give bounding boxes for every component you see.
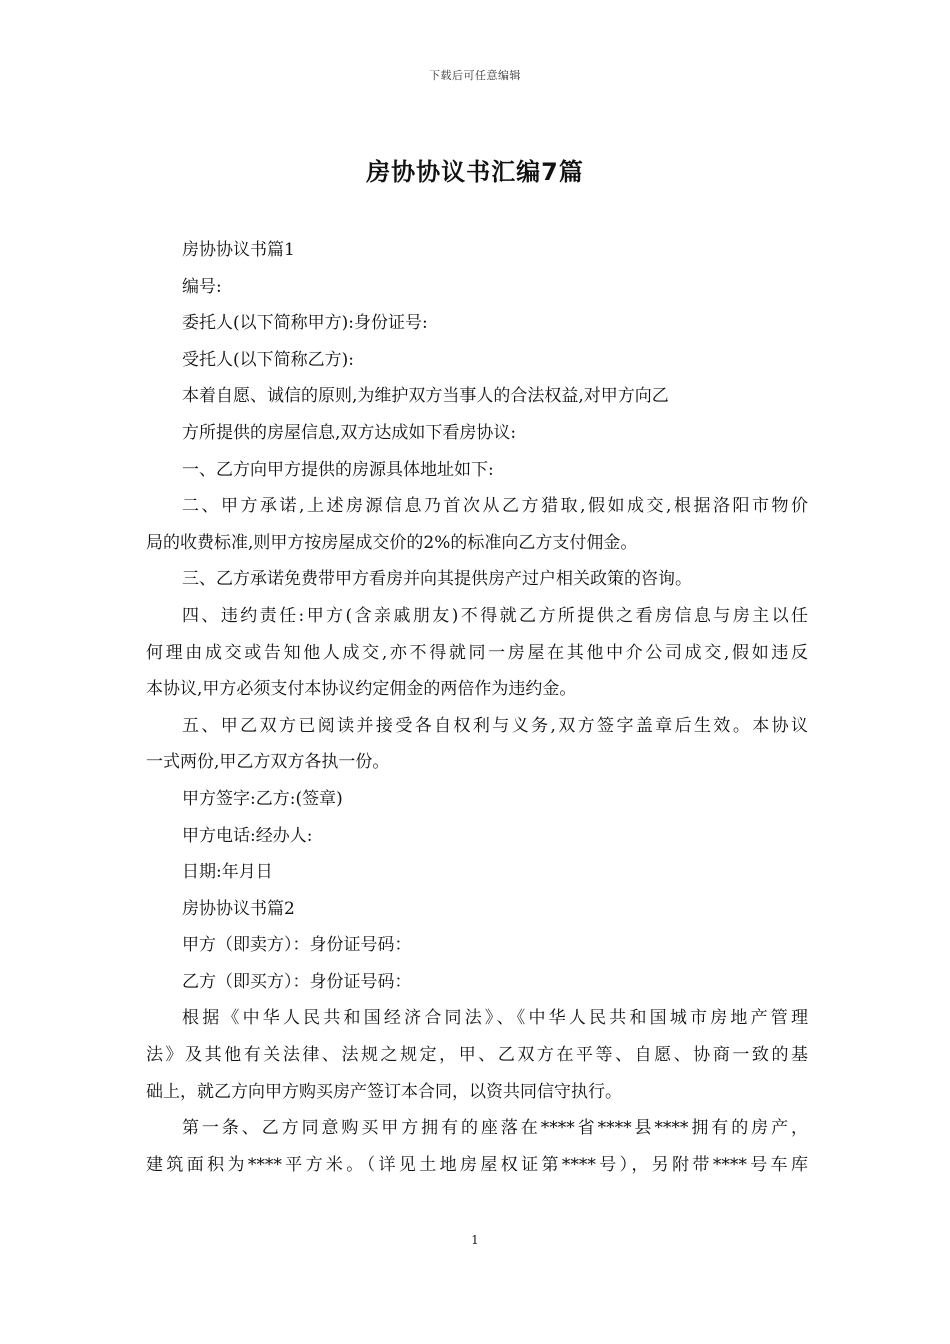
body-line: 四、违约责任:甲方(含亲戚朋友)不得就乙方所提供之看房信息与房主以任 xyxy=(182,605,808,626)
body-line: 甲方签字:乙方:(签章) xyxy=(182,788,343,809)
body-line: 本协议,甲方必须支付本协议约定佣金的两倍作为违约金。 xyxy=(146,679,577,700)
body-line: 第一条、乙方同意购买甲方拥有的座落在****省****县****拥有的房产， xyxy=(182,1118,808,1139)
body-line: 局的收费标准,则甲方按房屋成交价的2%的标准向乙方支付佣金。 xyxy=(146,532,638,553)
body-line: 三、乙方承诺免费带甲方看房并向其提供房产过户相关政策的咨询。 xyxy=(182,569,692,590)
body-line: 法》及其他有关法律、法规之规定，甲、乙双方在平等、自愿、协商一致的基 xyxy=(146,1045,808,1066)
body-line: 二、甲方承诺,上述房源信息乃首次从乙方猎取,假如成交,根据洛阳市物价 xyxy=(182,496,808,517)
body-line: 编号: xyxy=(182,276,222,297)
document-body xyxy=(146,232,808,1183)
body-line: 五、甲乙双方已阅读并接受各自权利与义务,双方签字盖章后生效。本协议 xyxy=(182,715,808,736)
body-line: 房协协议书篇2 xyxy=(182,898,295,919)
body-line: 何理由成交或告知他人成交,亦不得就同一房屋在其他中介公司成交,假如违反 xyxy=(146,642,808,663)
body-line: 根据《中华人民共和国经济合同法》、《中华人民共和国城市房地产管理 xyxy=(182,1008,808,1029)
body-line: 甲方（即卖方）：身份证号码： xyxy=(182,935,412,956)
body-line: 受托人(以下简称乙方): xyxy=(182,349,354,370)
document-title: 房协协议书汇编7篇 xyxy=(366,158,584,186)
page-number: 1 xyxy=(471,1233,479,1247)
header-note: 下载后可任意编辑 xyxy=(429,69,521,82)
body-line: 本着自愿、诚信的原则,为维护双方当事人的合法权益,对甲方向乙 xyxy=(182,386,669,407)
body-line: 方所提供的房屋信息,双方达成如下看房协议: xyxy=(182,422,517,443)
body-line: 房协协议书篇1 xyxy=(182,240,295,260)
body-line: 甲方电话:经办人: xyxy=(182,825,313,846)
body-line: 础上，就乙方向甲方购买房产签订本合同，以资共同信守执行。 xyxy=(146,1081,622,1102)
body-line: 一式两份,甲乙方双方各执一份。 xyxy=(146,752,390,773)
body-line: 委托人(以下简称甲方):身份证号: xyxy=(182,313,428,334)
body-line: 乙方（即买方）：身份证号码： xyxy=(182,971,412,992)
body-line: 日期:年月日 xyxy=(182,862,273,883)
body-line: 一、乙方向甲方提供的房源具体地址如下: xyxy=(182,459,494,480)
body-line: 建筑面积为****平方米。（详见土地房屋权证第****号），另附带****号车库 xyxy=(146,1154,808,1175)
